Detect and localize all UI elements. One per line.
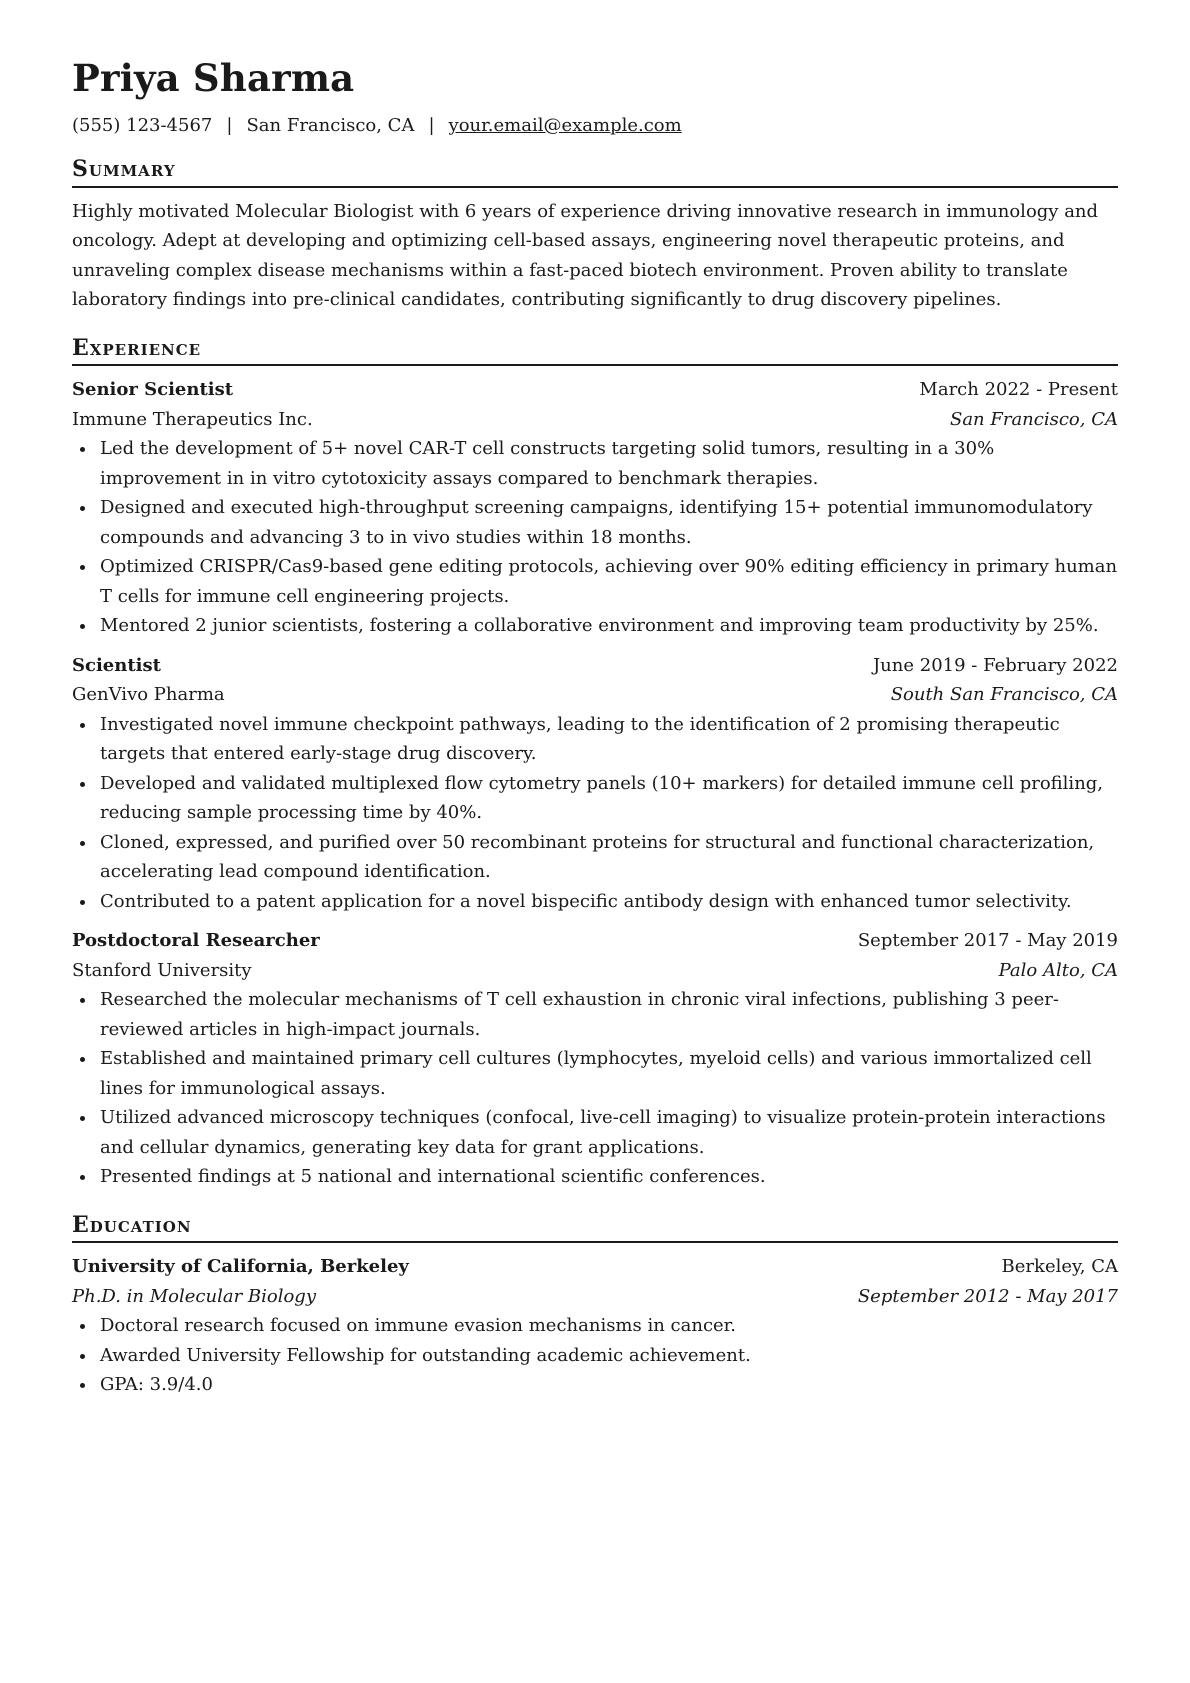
job-location: South San Francisco, CA	[890, 684, 1118, 706]
job-company-row	[72, 680, 1118, 710]
company-name: GenVivo Pharma	[72, 684, 225, 706]
bullet-item: Developed and validated multiplexed flow cytometry panels (10+ markers) for detailed immune cell profiling, reducing sample processing time by 40%.	[72, 769, 1118, 828]
degree-name: Ph.D. in Molecular Biology	[72, 1285, 317, 1307]
job-company-row	[72, 405, 1118, 435]
bullet-item: Presented findings at 5 national and international scientific conferences.	[72, 1162, 1118, 1192]
job-bullets	[72, 434, 1118, 641]
school-row	[72, 1252, 1118, 1282]
company-name: Stanford University	[72, 959, 252, 981]
education-bullets	[72, 1311, 1118, 1400]
bullet-item: Mentored 2 junior scientists, fostering a collaborative environment and improving team productivity by 25%.	[72, 611, 1118, 641]
job-dates: March 2022 - Present	[919, 379, 1118, 401]
contact-line	[72, 115, 1118, 137]
job-entry	[72, 651, 1118, 917]
job-entry	[72, 375, 1118, 641]
job-header-row	[72, 375, 1118, 405]
section-title-summary: Summary	[72, 156, 1118, 187]
school-location: Berkeley, CA	[1001, 1256, 1118, 1278]
job-company-row	[72, 956, 1118, 986]
bullet-item: Optimized CRISPR/Cas9-based gene editing protocols, achieving over 90% editing efficiency in primary human T cells for immune cell engineering projects.	[72, 552, 1118, 611]
bullet-item: GPA: 3.9/4.0	[72, 1370, 1118, 1400]
separator: |	[428, 114, 435, 136]
education-entry	[72, 1252, 1118, 1400]
job-dates: June 2019 - February 2022	[872, 654, 1118, 676]
education-dates: September 2012 - May 2017	[857, 1285, 1118, 1307]
job-header-row	[72, 926, 1118, 956]
degree-row	[72, 1282, 1118, 1312]
bullet-item: Designed and executed high-throughput screening campaigns, identifying 15+ potential immunomodulatory compounds and advancing 3 to in vivo studies within 18 months.	[72, 493, 1118, 552]
separator: |	[226, 114, 233, 136]
bullet-item: Awarded University Fellowship for outstanding academic achievement.	[72, 1341, 1118, 1371]
job-title: Senior Scientist	[72, 379, 234, 401]
bullet-item: Doctoral research focused on immune evasion mechanisms in cancer.	[72, 1311, 1118, 1341]
section-title-education: Education	[72, 1212, 1118, 1243]
location: San Francisco, CA	[246, 114, 415, 136]
job-header-row	[72, 651, 1118, 681]
job-dates: September 2017 - May 2019	[857, 930, 1118, 952]
candidate-name: Priya Sharma	[72, 56, 355, 100]
phone-number: (555) 123-4567	[72, 114, 213, 136]
job-title: Scientist	[72, 654, 161, 676]
summary-text: Highly motivated Molecular Biologist with 6 years of experience driving innovative research in immunology and oncology. Adept at developing and optimizing cell-based assays, engineering novel therapeutic proteins, and unraveling complex disease mechanisms within a fast-paced biotech environment. Proven ability to translate laboratory findings into pre-clinical candidates, contributing significantly to drug discovery pipelines.	[72, 200, 1099, 311]
job-bullets	[72, 985, 1118, 1192]
email-link[interactable]: your.email@example.com	[448, 114, 682, 136]
bullet-item: Cloned, expressed, and purified over 50 recombinant proteins for structural and functional characterization, accelerating lead compound identification.	[72, 828, 1118, 887]
job-title: Postdoctoral Researcher	[72, 930, 320, 952]
bullet-item: Contributed to a patent application for a novel bispecific antibody design with enhanced tumor selectivity.	[72, 887, 1118, 917]
job-location: Palo Alto, CA	[998, 959, 1118, 981]
company-name: Immune Therapeutics Inc.	[72, 408, 313, 430]
school-name: University of California, Berkeley	[72, 1256, 409, 1278]
bullet-item: Investigated novel immune checkpoint pathways, leading to the identification of 2 promising therapeutic targets that entered early-stage drug discovery.	[72, 710, 1118, 769]
bullet-item: Led the development of 5+ novel CAR-T cell constructs targeting solid tumors, resulting in a 30% improvement in in vitro cytotoxicity assays compared to benchmark therapies.	[72, 434, 1118, 493]
section-title-experience: Experience	[72, 335, 1118, 366]
bullet-item: Established and maintained primary cell cultures (lymphocytes, myeloid cells) and various immortalized cell lines for immunological assays.	[72, 1044, 1118, 1103]
job-location: San Francisco, CA	[949, 408, 1118, 430]
job-entry	[72, 926, 1118, 1192]
job-bullets	[72, 710, 1118, 917]
bullet-item: Researched the molecular mechanisms of T cell exhaustion in chronic viral infections, publishing 3 peer-reviewed articles in high-impact journals.	[72, 985, 1118, 1044]
bullet-item: Utilized advanced microscopy techniques (confocal, live-cell imaging) to visualize protein-protein interactions and cellular dynamics, generating key data for grant applications.	[72, 1103, 1118, 1162]
